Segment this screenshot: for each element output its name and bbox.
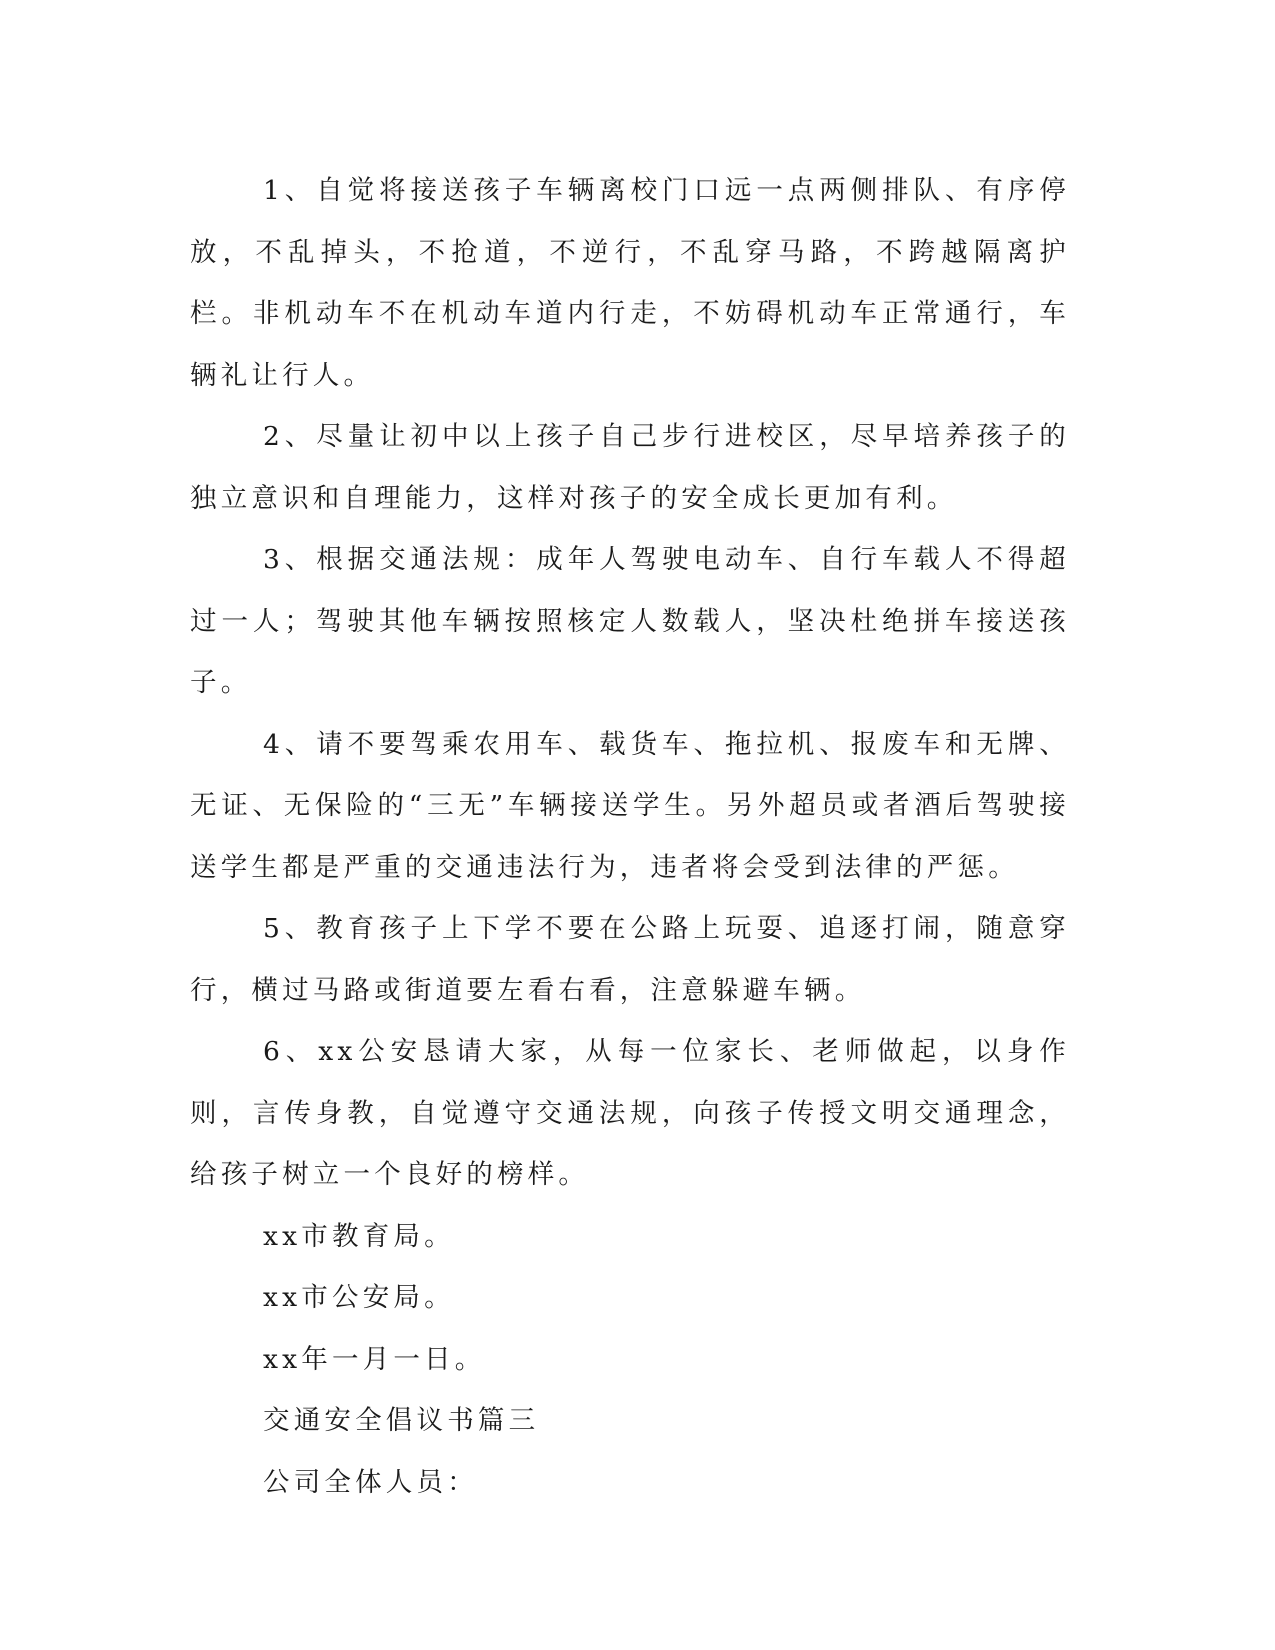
paragraph-4: 4、请不要驾乘农用车、载货车、拖拉机、报废车和无牌、无证、无保险的“三无”车辆接送学生。另外超员或者酒后驾驶接送学生都是严重的交通违法行为，违者将会受到法律的严惩。 [190,728,1070,883]
signoff-date: xx年一月一日。 [263,1343,486,1375]
paragraph-6: 6、xx公安恳请大家，从每一位家长、老师做起，以身作则，言传身教，自觉遵守交通法规，向孩子传授文明交通理念，给孩子树立一个良好的榜样。 [190,1036,1070,1190]
section-title: 交通安全倡议书篇三 [263,1405,540,1436]
signoff-police-bureau: xx市公安局。 [263,1282,455,1313]
signoff-education-bureau: xx市教育局。 [263,1220,455,1252]
paragraph-3: 3、根据交通法规：成年人驾驶电动车、自行车载人不得超过一人；驾驶其他车辆按照核定人数载人，坚决杜绝拼车接送孩子。 [190,544,1070,698]
paragraph-2: 2、尽量让初中以上孩子自己步行进校区，尽早培养孩子的独立意识和自理能力，这样对孩子的安全成长更加有利。 [190,421,1070,514]
salutation: 公司全体人员： [263,1466,478,1498]
body-text [190,160,1070,1513]
paragraph-1: 1、自觉将接送孩子车辆离校门口远一点两侧排队、有序停放，不乱掉头，不抢道，不逆行，不乱穿马路，不跨越隔离护栏。非机动车不在机动车道内行走，不妨碍机动车正常通行，车辆礼让行人。 [190,175,1070,391]
paragraph-5: 5、教育孩子上下学不要在公路上玩耍、追逐打闹，随意穿行，横过马路或街道要左看右看，注意躲避车辆。 [190,913,1070,1006]
